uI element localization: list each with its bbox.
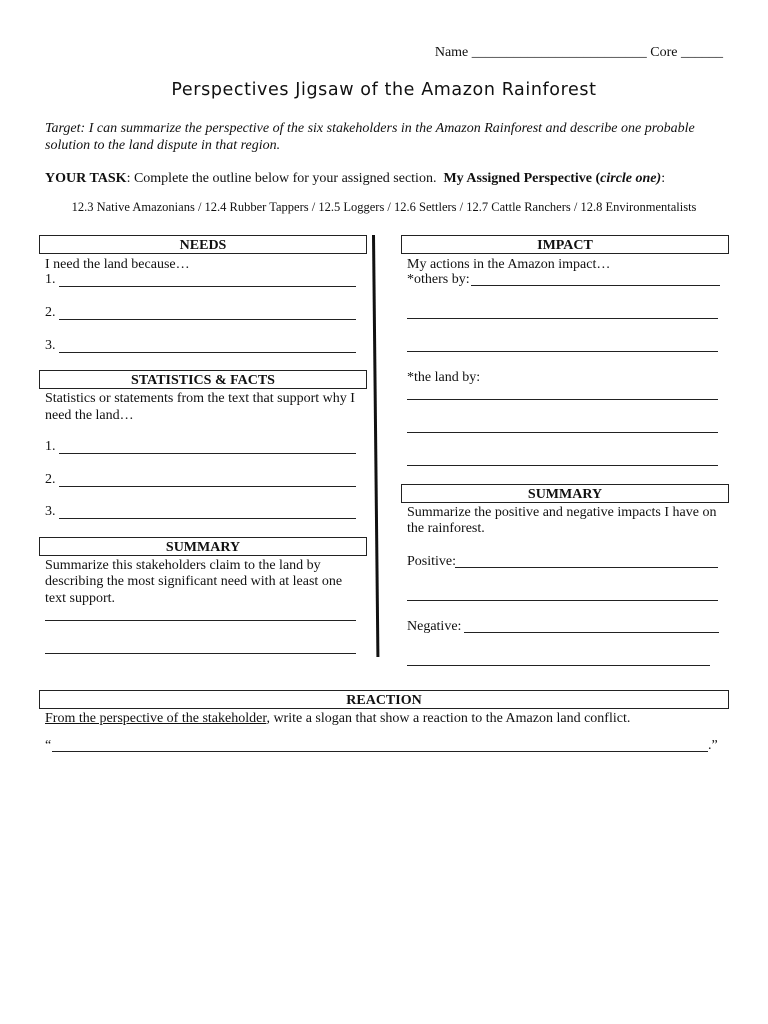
needs-intro: I need the land because… <box>45 257 190 272</box>
page-title: Perspectives Jigsaw of the Amazon Rainforest <box>171 80 597 100</box>
left-summary-header: SUMMARY <box>39 537 367 556</box>
others-blank-1[interactable] <box>471 285 720 286</box>
needs-header: NEEDS <box>39 235 367 254</box>
stats-blank-2[interactable] <box>59 486 356 487</box>
left-summary-line-2: describing the most significant need with at least one <box>45 574 343 589</box>
right-summary-header: SUMMARY <box>401 484 729 503</box>
others-label: *others by: <box>407 272 470 287</box>
land-blank-3[interactable] <box>407 465 718 466</box>
assigned-label: My Assigned Perspective ( <box>443 171 601 186</box>
stats-intro-line-1: Statistics or statements from the text that support why I <box>45 391 355 406</box>
others-blank-3[interactable] <box>407 351 718 352</box>
right-summary-line-2: the rainforest. <box>407 521 485 536</box>
left-summary-blank-2[interactable] <box>45 653 356 654</box>
stats-intro-line-2: need the land… <box>45 408 134 423</box>
needs-number-1: 1. <box>45 272 56 287</box>
perspective-options[interactable]: 12.3 Native Amazonians / 12.4 Rubber Tappers / 12.5 Loggers / 12.6 Settlers / 12.7 Cattle Ranchers / 12.8 Environmentalists <box>71 200 697 214</box>
impact-header: IMPACT <box>401 235 729 254</box>
negative-label: Negative: <box>407 619 462 634</box>
reaction-instruction-rest: , write a slogan that show a reaction to the Amazon land conflict. <box>266 711 631 726</box>
land-blank-1[interactable] <box>407 399 718 400</box>
reaction-header: REACTION <box>39 690 729 709</box>
slogan-close-quote: .” <box>708 738 718 753</box>
target-statement: Target: I can summarize the perspective of the six stakeholders in the Amazon Rainforest and describe one probable solution to the land dispute in that region. <box>45 121 695 153</box>
stats-blank-1[interactable] <box>59 453 356 454</box>
stats-number-1: 1. <box>45 439 56 454</box>
negative-blank-1[interactable] <box>464 632 719 633</box>
needs-number-2: 2. <box>45 305 56 320</box>
left-summary-line-3: text support. <box>45 591 115 606</box>
slogan-open-quote: “ <box>45 738 52 753</box>
stats-header: STATISTICS & FACTS <box>39 370 367 389</box>
needs-blank-3[interactable] <box>59 352 356 353</box>
left-summary-line-1: Summarize this stakeholders claim to the land by <box>45 558 321 573</box>
task-line: YOUR TASK: Complete the outline below for your assigned section. My Assigned Perspective (circle one): <box>45 171 666 186</box>
stats-number-2: 2. <box>45 472 56 487</box>
stats-blank-3[interactable] <box>59 518 356 519</box>
positive-blank-2[interactable] <box>407 600 718 601</box>
positive-label: Positive: <box>407 554 457 569</box>
stats-number-3: 3. <box>45 504 56 519</box>
column-divider <box>372 235 379 657</box>
impact-intro: My actions in the Amazon impact… <box>407 257 611 272</box>
left-summary-blank-1[interactable] <box>45 620 356 621</box>
needs-blank-1[interactable] <box>59 286 356 287</box>
reaction-instructions <box>45 710 630 727</box>
land-blank-2[interactable] <box>407 432 718 433</box>
needs-number-3: 3. <box>45 338 56 353</box>
task-label: YOUR TASK <box>45 171 127 186</box>
land-label: *the land by: <box>407 370 481 385</box>
others-blank-2[interactable] <box>407 318 718 319</box>
positive-blank-1[interactable] <box>455 567 718 568</box>
name-core-line[interactable]: Name _________________________ Core ______ <box>434 45 723 60</box>
reaction-underlined-phrase: From the perspective of the stakeholder <box>45 711 267 726</box>
slogan-blank[interactable] <box>52 751 708 752</box>
needs-blank-2[interactable] <box>59 319 356 320</box>
circle-one-label: circle one) <box>600 171 662 186</box>
negative-blank-2[interactable] <box>407 665 710 666</box>
right-summary-line-1: Summarize the positive and negative impacts I have on <box>407 505 717 520</box>
task-text: : Complete the outline below for your assigned section. <box>126 171 437 186</box>
